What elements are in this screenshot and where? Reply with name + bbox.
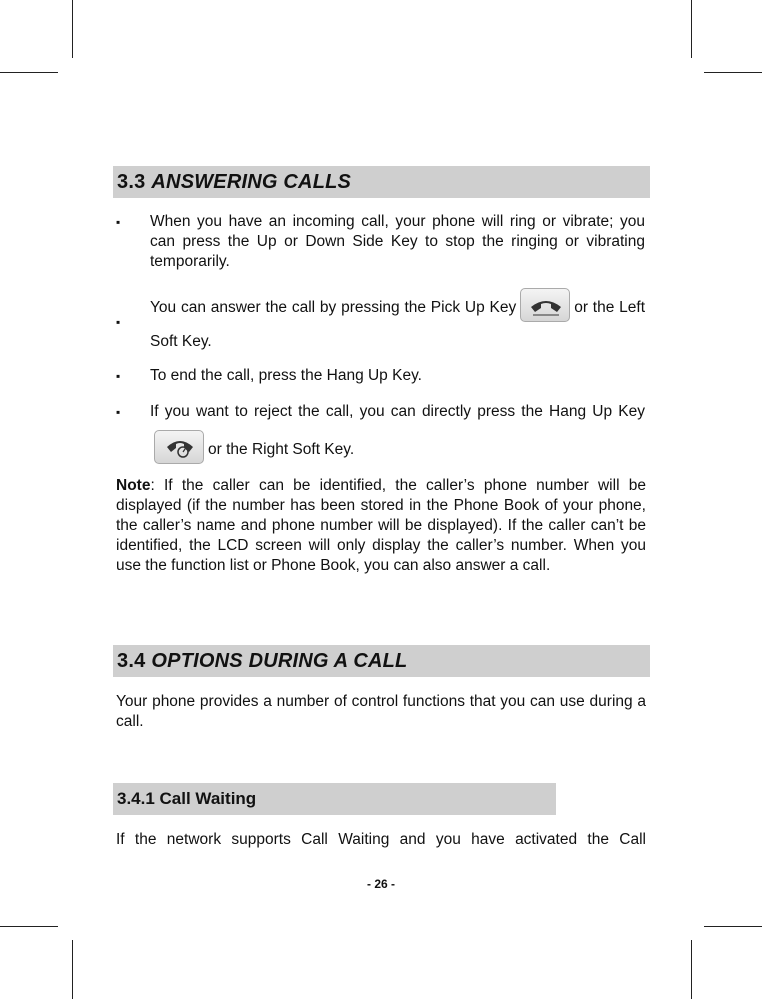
section-heading-options-during-call: [113, 645, 650, 677]
crop-mark: [72, 940, 73, 999]
options-paragraph: Your phone provides a number of control functions that you can use during a call.: [116, 693, 646, 730]
crop-mark: [691, 940, 692, 999]
crop-mark: [72, 0, 73, 58]
bullet-marker: ▪: [116, 405, 121, 419]
note-paragraph: [116, 476, 646, 576]
bullet-text: or the Left Soft Key.: [150, 299, 645, 350]
bullet-item-stop-ringing: When you have an incoming call, your phone will ring or vibrate; you can press the Up or Down Side Key to stop the ringing or vibrating temporarily.: [150, 213, 645, 270]
section-number: 3.4: [117, 649, 146, 672]
section-heading-answering-calls: [113, 166, 650, 198]
crop-mark: [704, 926, 762, 927]
bullet-item-reject-call: [150, 402, 645, 464]
section-number: 3.3: [117, 170, 146, 193]
call-waiting-paragraph: [116, 830, 646, 850]
section-title: OPTIONS DURING A CALL: [151, 649, 408, 672]
bullet-text: You can answer the call by pressing the Pick Up Key: [150, 299, 517, 316]
bullet-marker: ▪: [116, 369, 121, 383]
note-text: : If the caller can be identified, the caller’s phone number will be displayed (if the number has been stored in the Phone Book of your phone, the caller’s name and phone number will be displayed). If the caller can’t be identified, the LCD screen will only display the caller’s number. When you use the function list or Phone Book, you can also answer a call.: [116, 477, 646, 574]
call-waiting-text: If the network supports Call Waiting and you have activated the Call: [116, 831, 646, 848]
bullet-item-answer-call: [150, 288, 645, 359]
hangup-key-icon: [154, 430, 204, 464]
crop-mark: [0, 926, 58, 927]
bullet-text: or the Right Soft Key.: [208, 441, 355, 458]
bullet-marker: ▪: [116, 315, 121, 329]
bullet-marker: ▪: [116, 215, 121, 229]
page-number: - 26 -: [366, 877, 395, 891]
crop-mark: [704, 72, 762, 73]
crop-mark: [691, 0, 692, 58]
pickup-key-icon: [520, 288, 570, 322]
subsection-heading-call-waiting: [113, 783, 556, 815]
note-label: Note: [116, 477, 151, 494]
bullet-text: If you want to reject the call, you can directly press the Hang Up Key: [150, 403, 645, 420]
bullet-item-end-call: To end the call, press the Hang Up Key.: [150, 367, 422, 384]
subsection-title: 3.4.1 Call Waiting: [117, 789, 257, 808]
section-title: ANSWERING CALLS: [151, 170, 352, 193]
crop-mark: [0, 72, 58, 73]
